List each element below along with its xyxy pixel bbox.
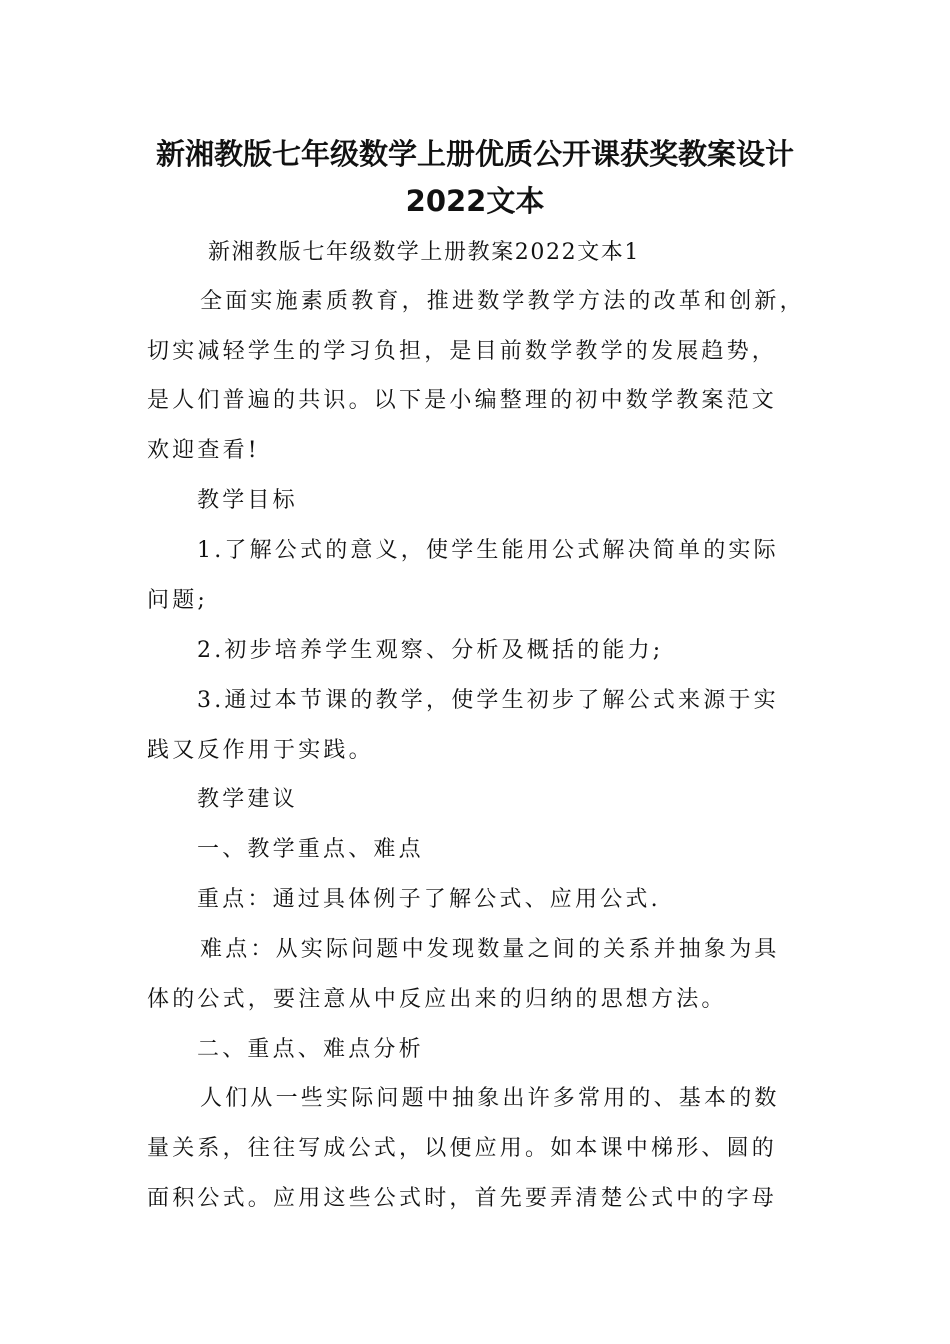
key-point: 重点：通过具体例子了解公式、应用公式.	[197, 887, 661, 912]
suggestions-heading: 教学建议	[197, 787, 298, 812]
document-subtitle: 新湘教版七年级数学上册教案2022文本1	[208, 240, 640, 265]
analysis-line-2: 量关系，往往写成公式，以便应用。如本课中梯形、圆的	[147, 1136, 778, 1161]
document-title-line-2: 2022文本	[405, 184, 545, 218]
objectives-heading: 教学目标	[197, 488, 298, 513]
objective-1-line-1: 1.了解公式的意义，使学生能用公式解决简单的实际	[197, 538, 779, 563]
document-title-line-1: 新湘教版七年级数学上册优质公开课获奖教案设计	[155, 137, 794, 171]
objective-3-line-2: 践又反作用于实践。	[147, 738, 374, 763]
intro-line-1: 全面实施素质教育，推进数学教学方法的改革和创新，	[200, 289, 805, 314]
objective-2: 2.初步培养学生观察、分析及概括的能力;	[197, 638, 664, 663]
analysis-line-1: 人们从一些实际问题中抽象出许多常用的、基本的数	[200, 1086, 780, 1111]
section-1-heading: 一、教学重点、难点	[197, 837, 424, 862]
intro-line-4: 欢迎查看!	[147, 438, 260, 463]
intro-line-2: 切实减轻学生的学习负担，是目前数学教学的发展趋势，	[147, 339, 778, 364]
section-2-heading: 二、重点、难点分析	[197, 1037, 424, 1062]
intro-line-3: 是人们普遍的共识。以下是小编整理的初中数学教案范文	[147, 388, 778, 413]
analysis-line-3: 面积公式。应用这些公式时，首先要弄清楚公式中的字母	[147, 1186, 778, 1211]
objective-1-line-2: 问题;	[147, 588, 209, 613]
difficulty-line-1: 难点：从实际问题中发现数量之间的关系并抽象为具	[200, 937, 780, 962]
difficulty-line-2: 体的公式，要注意从中反应出来的归纳的思想方法。	[147, 987, 727, 1012]
objective-3-line-1: 3.通过本节课的教学，使学生初步了解公式来源于实	[197, 688, 779, 713]
